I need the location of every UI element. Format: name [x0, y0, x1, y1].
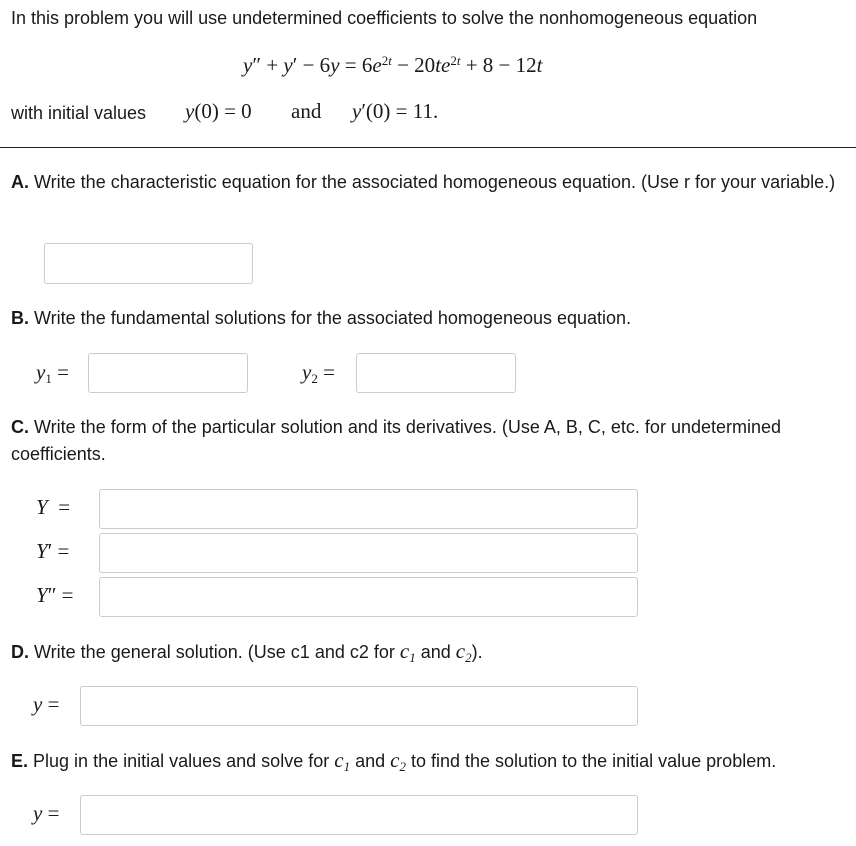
initial-and: and	[291, 99, 322, 123]
y1-input[interactable]	[88, 353, 248, 393]
part-b-text: Write the fundamental solutions for the associated homogeneous equation.	[34, 308, 632, 328]
part-d-c1: $c_1$	[399, 639, 416, 665]
part-a-text: Write the characteristic equation for the associated homogeneous equation. (Use r for your variable.)	[34, 172, 836, 192]
ivp-solution-label: y =	[33, 801, 60, 825]
characteristic-equation-input[interactable]	[44, 243, 253, 284]
particular-first-derivative-input[interactable]	[99, 533, 638, 573]
part-c-prompt	[11, 414, 846, 468]
part-d-c2: $c_2$	[455, 639, 472, 665]
general-solution-label: y =	[33, 692, 60, 716]
ivp-solution-input[interactable]	[80, 795, 638, 835]
part-d-text-and: and	[420, 642, 451, 662]
initial-value-yp0: y′(0) = 11.	[352, 99, 439, 123]
y2-label: $y_2$ =	[302, 360, 335, 386]
particular-second-derivative-input[interactable]	[99, 577, 638, 617]
part-e-c2: $c_2$	[390, 748, 406, 774]
part-d-prompt	[11, 638, 483, 666]
part-e-c1: $c_1$	[334, 748, 351, 774]
part-d-text-before: Write the general solution. (Use c1 and c2 for	[34, 642, 395, 662]
part-c-text: Write the form of the particular solution and its derivatives. (Use A, B, C, etc. for undetermined coefficients.	[11, 417, 782, 464]
part-b-label: B.	[11, 308, 29, 328]
part-b-prompt	[11, 305, 631, 332]
y2-input[interactable]	[356, 353, 516, 393]
part-e-text-and: and	[355, 751, 386, 771]
part-e-prompt	[11, 747, 776, 775]
ode-equation: $y'' + y' - 6y = 6e^{2t} - 20te^{2t} + 8 - 12t$	[243, 52, 543, 77]
Yp-label: Y′ =	[36, 539, 70, 563]
part-d-label: D.	[11, 642, 29, 662]
divider	[0, 147, 856, 148]
general-solution-input[interactable]	[80, 686, 638, 726]
part-e-text-after: to find the solution to the initial value problem.	[410, 751, 777, 771]
Ypp-label: Y″ =	[36, 583, 74, 607]
intro-text: In this problem you will use undetermined coefficients to solve the nonhomogeneous equation	[11, 8, 758, 28]
part-a-prompt	[11, 169, 841, 196]
initial-values-label: with initial values	[11, 103, 147, 123]
part-d-text-after: ).	[471, 642, 483, 662]
part-e-text-before: Plug in the initial values and solve for	[33, 751, 330, 771]
particular-solution-input[interactable]	[99, 489, 638, 529]
part-c-label: C.	[11, 417, 29, 437]
y1-label: $y_1$ =	[36, 360, 69, 386]
part-a-label: A.	[11, 172, 29, 192]
Y-label: Y =	[36, 495, 71, 519]
part-e-label: E.	[11, 751, 29, 771]
initial-value-y0: y(0) = 0	[185, 99, 252, 123]
